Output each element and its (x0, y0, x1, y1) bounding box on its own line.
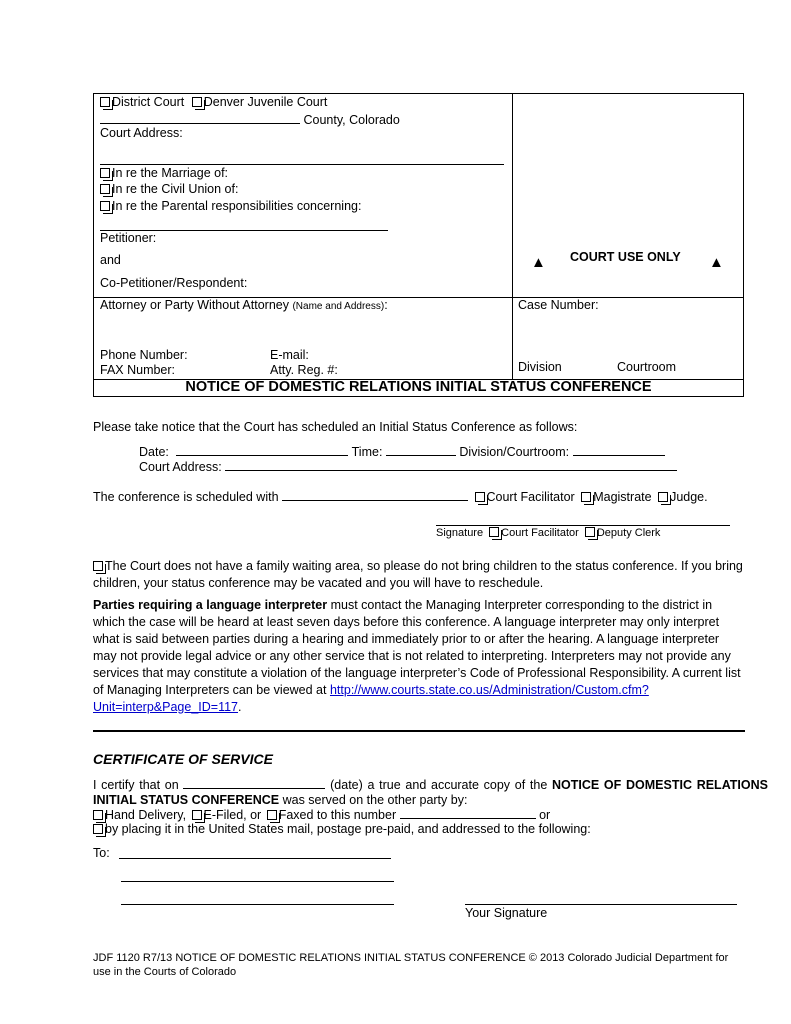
magistrate-checkbox[interactable] (581, 492, 591, 502)
triangle-right-icon: ▲ (709, 254, 724, 271)
parental-checkbox[interactable] (100, 201, 110, 211)
petitioner-label: Petitioner: (100, 231, 157, 245)
certify-end: was served on the other party by: (282, 793, 468, 807)
certify-start: I certify that on (93, 778, 179, 792)
conference-address-label: Court Address: (139, 460, 222, 474)
scheduled-with-label: The conference is scheduled with (93, 490, 279, 504)
hand-delivery-checkbox[interactable] (93, 810, 103, 820)
fax-label: FAX Number: (100, 363, 176, 377)
juvenile-court-label: Denver Juvenile Court (203, 95, 328, 109)
courtroom-label: Courtroom (617, 360, 677, 374)
attorney-label-row (100, 298, 388, 312)
address-line-2[interactable] (121, 881, 394, 882)
certificate-title: CERTIFICATE OF SERVICE (93, 751, 273, 767)
sig-deputy-label: Deputy Clerk (596, 527, 661, 539)
mail-label: by placing it in the United States mail, postage pre-paid, and addressed to the following: (105, 822, 591, 836)
address-line-3[interactable] (121, 904, 394, 905)
mail-checkbox[interactable] (93, 824, 103, 834)
district-court-label: District Court (112, 95, 185, 109)
faxed-label: Faxed to this number (278, 808, 397, 822)
certify-date-blank[interactable] (183, 776, 325, 789)
or-label: or (539, 808, 551, 822)
phone-label: Phone Number: (100, 348, 188, 362)
address-line-1[interactable] (119, 858, 391, 859)
facilitator-checkbox[interactable] (475, 492, 485, 502)
scheduled-with-blank[interactable] (282, 488, 468, 501)
date-blank[interactable] (176, 443, 348, 456)
certify-date: (date) a true and accurate copy of the (330, 778, 548, 792)
fax-number-blank[interactable] (400, 806, 536, 819)
county-blank[interactable] (100, 111, 300, 124)
county-label: County, Colorado (303, 113, 400, 127)
date-label: Date: (139, 445, 169, 459)
judge-checkbox[interactable] (658, 492, 668, 502)
interpreter-link[interactable]: http://www.courts.state.co.us/Administration/Custom.cfm?Unit=interp&Page_ID=117 (93, 683, 649, 714)
time-blank[interactable] (386, 443, 456, 456)
court-address-blank[interactable] (100, 164, 504, 165)
marriage-label: In re the Marriage of: (112, 166, 229, 180)
form-footer: JDF 1120 R7/13 NOTICE OF DOMESTIC RELATIONS INITIAL STATUS CONFERENCE © 2013 Colorado Judicial Department for use in the Courts of Colorado (93, 952, 729, 978)
no-children-checkbox[interactable] (93, 561, 103, 571)
interpreter-bold: Parties requiring a language interpreter (93, 598, 328, 612)
attorney-sub-label: (Name and Address) (292, 301, 385, 312)
co-petitioner-label: Co-Petitioner/Respondent: (100, 276, 248, 290)
civil-union-row (100, 182, 238, 196)
sig-facilitator-label: Court Facilitator (501, 527, 579, 539)
caption-vertical-divider (512, 94, 513, 379)
case-number-label: Case Number: (518, 298, 599, 312)
signature-row (436, 527, 660, 539)
faxed-checkbox[interactable] (267, 810, 277, 820)
certify-paragraph (93, 776, 768, 808)
parental-row (100, 199, 361, 213)
time-label: Time: (351, 445, 383, 459)
interpreter-end: . (238, 700, 242, 714)
marriage-checkbox[interactable] (100, 168, 110, 178)
attorney-label: Attorney or Party Without Attorney (100, 298, 289, 312)
signature-label: Signature (436, 527, 484, 539)
judge-label: Judge. (670, 490, 708, 504)
date-time-row (139, 443, 665, 459)
your-signature-label: Your Signature (465, 906, 548, 920)
juvenile-court-checkbox[interactable] (192, 97, 202, 107)
division-courtroom-label: Division/Courtroom: (459, 445, 570, 459)
certify-bold: NOTICE OF DOMESTIC RELATIONS INITIAL STATUS CONFERENCE (93, 778, 768, 807)
your-signature-line[interactable] (465, 904, 737, 905)
email-label: E-mail: (270, 348, 309, 362)
efiled-checkbox[interactable] (192, 810, 202, 820)
civil-union-checkbox[interactable] (100, 184, 110, 194)
document-title: NOTICE OF DOMESTIC RELATIONS INITIAL STATUS CONFERENCE (185, 379, 652, 395)
civil-union-label: In re the Civil Union of: (112, 182, 239, 196)
notice-intro: Please take notice that the Court has scheduled an Initial Status Conference as follows: (93, 420, 578, 434)
no-children-text: The Court does not have a family waiting area, so please do not bring children to the status conference. If you bring children, your status conference may be vacated and you will have to reschedule. (93, 559, 743, 590)
parental-label: In re the Parental responsibilities concerning: (112, 199, 362, 213)
conference-address-row (139, 458, 677, 474)
atty-reg-label: Atty. Reg. #: (270, 363, 338, 377)
division-courtroom-blank[interactable] (573, 443, 665, 456)
court-use-only-label: COURT USE ONLY (570, 250, 681, 264)
caption-table (93, 93, 744, 397)
court-address-label: Court Address: (100, 126, 183, 140)
county-row (100, 111, 400, 127)
signature-line[interactable] (436, 525, 730, 526)
marriage-row (100, 166, 228, 180)
delivery-row (93, 806, 550, 822)
no-children-paragraph (93, 558, 745, 592)
court-type-row (100, 95, 327, 109)
sig-deputy-checkbox[interactable] (585, 527, 595, 537)
conference-address-blank[interactable] (225, 458, 677, 471)
to-label: To: (93, 846, 110, 860)
efiled-label: E-Filed, or (203, 808, 262, 822)
scheduled-with-row (93, 488, 708, 504)
mail-row (93, 822, 591, 836)
magistrate-label: Magistrate (593, 490, 652, 504)
and-label: and (100, 253, 121, 267)
sig-facilitator-checkbox[interactable] (489, 527, 499, 537)
interpreter-text: must contact the Managing Interpreter corresponding to the district in which the case will be heard at least seven days before this conference. A language interpreter may only interpret what is said between parties during a hearing and immediately prior to or after the hearing. A language interpreter may not provide legal advice or any other service that is not related to interpreting. Interpreters may not provide any services that may constitute a violation of the language interpreter’s Code of Professional Responsibility. A current list of Managing Interpreters can be viewed at (93, 598, 741, 697)
facilitator-label: Court Facilitator (486, 490, 575, 504)
triangle-left-icon: ▲ (531, 254, 546, 271)
section-divider (93, 730, 745, 732)
hand-delivery-label: Hand Delivery, (105, 808, 187, 822)
district-court-checkbox[interactable] (100, 97, 110, 107)
interpreter-paragraph (93, 597, 745, 716)
division-label: Division (518, 360, 562, 374)
attorney-colon: : (384, 298, 388, 312)
